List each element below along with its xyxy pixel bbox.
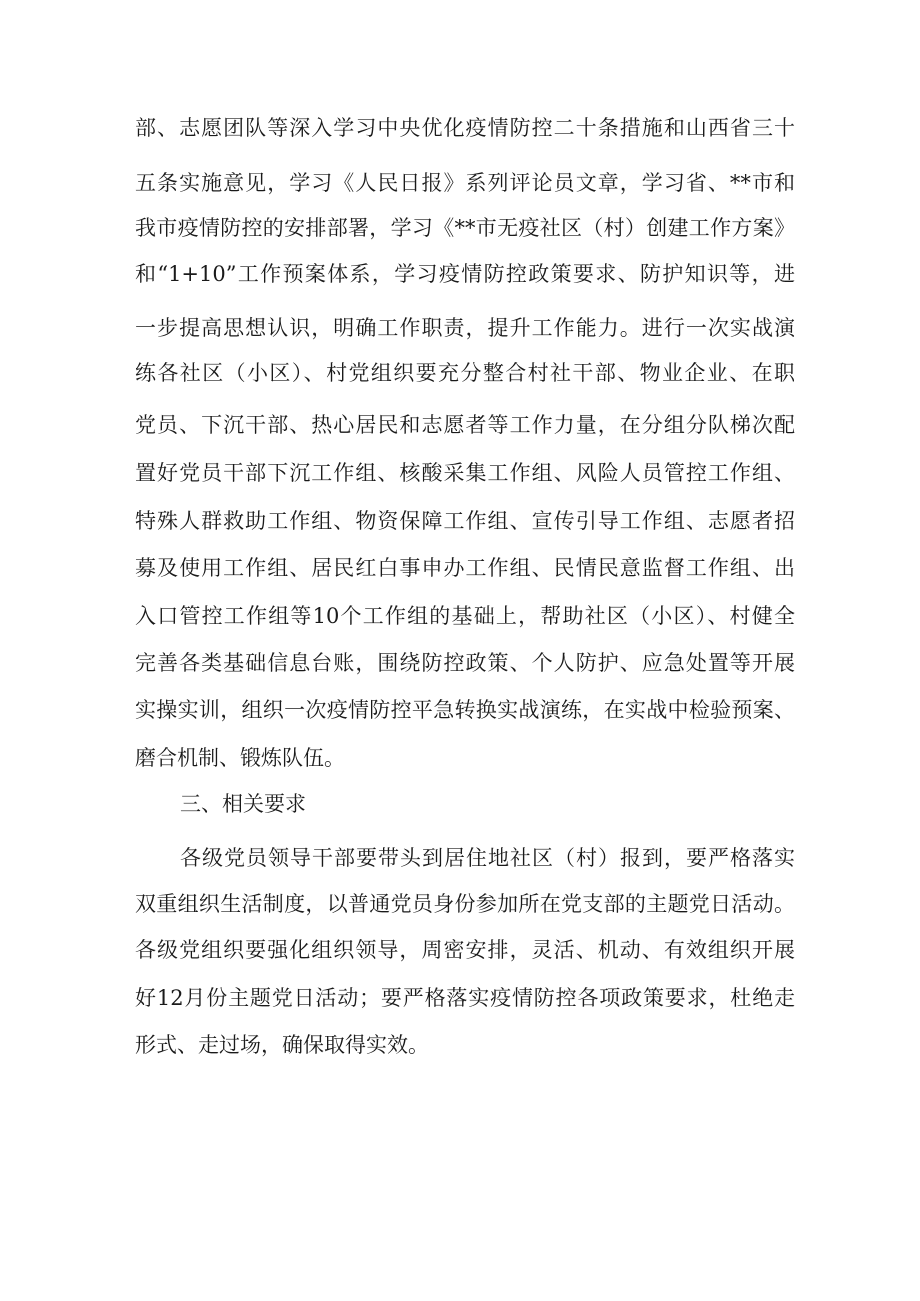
paragraph-line: 募及使用工作组、居民红白事申办工作组、民情民意监督工作组、出 [135,556,795,580]
paragraph-line: 特殊人群救助工作组、物资保障工作组、宣传引导工作组、志愿者招 [135,509,795,533]
paragraph-line: 完善各类基础信息台账，围绕防控政策、个人防护、应急处置等开展 [135,651,795,675]
paragraph-line: 部、志愿团队等深入学习中央优化疫情防控二十条措施和山西省三十 [135,116,795,140]
paragraph-line: 好12月份主题党日活动；要严格落实疫情防控各项政策要求，杜绝走 [135,986,795,1010]
paragraph-line: 一步提高思想认识，明确工作职责，提升工作能力。进行一次实战演 [135,316,795,340]
paragraph-line: 置好党员干部下沉工作组、核酸采集工作组、风险人员管控工作组、 [135,461,795,485]
paragraph-line: 党员、下沉干部、热心居民和志愿者等工作力量，在分组分队梯次配 [135,413,795,437]
paragraph-line: 各级党组织要强化组织领导，周密安排，灵活、机动、有效组织开展 [135,938,795,962]
paragraph-line: 入口管控工作组等10个工作组的基础上，帮助社区（小区）、村健全 [135,604,795,628]
section-heading: 三、相关要求 [180,792,306,816]
paragraph-line: 五条实施意见，学习《人民日报》系列评论员文章，学习省、**市和 [135,171,795,195]
paragraph-line: 各级党员领导干部要带头到居住地社区（村）报到，要严格落实 [180,846,795,870]
paragraph-line: 形式、走过场，确保取得实效。 [135,1033,429,1057]
paragraph-line: 双重组织生活制度，以普通党员身份参加所在党支部的主题党日活动。 [135,892,795,916]
paragraph-line: 我市疫情防控的安排部署，学习《**市无疫社区（村）创建工作方案》 [135,216,795,240]
paragraph-line: 练各社区（小区）、村党组织要充分整合村社干部、物业企业、在职 [135,361,795,385]
paragraph-line: 实操实训，组织一次疫情防控平急转换实战演练，在实战中检验预案、 [135,698,795,722]
paragraph-line: 和“1+10”工作预案体系，学习疫情防控政策要求、防护知识等，进 [135,262,795,286]
paragraph-line: 磨合机制、锻炼队伍。 [135,746,345,770]
